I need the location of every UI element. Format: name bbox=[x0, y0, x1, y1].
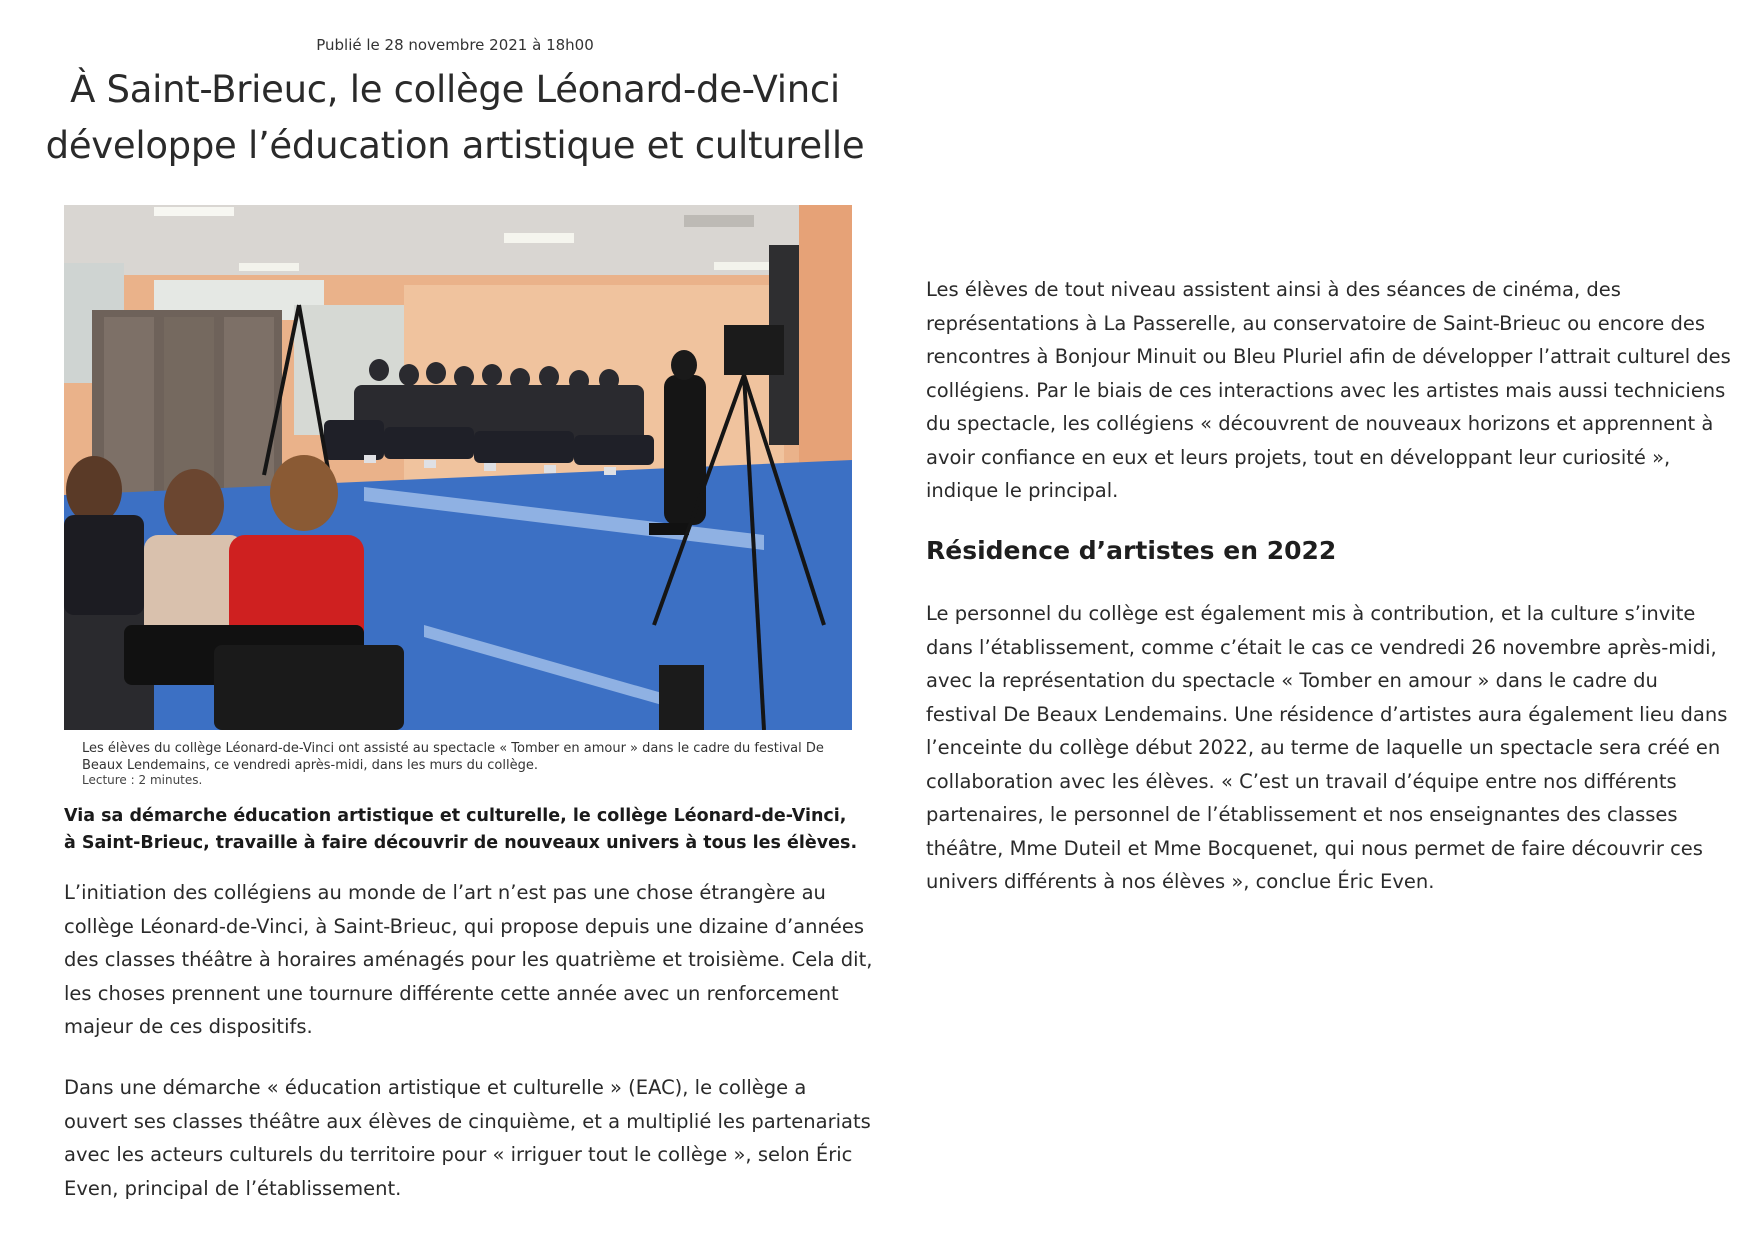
publication-date: Publié le 28 novembre 2021 à 18h00 bbox=[316, 36, 594, 54]
article-paragraph-3: Les élèves de tout niveau assistent ainsi à des séances de cinéma, des représentations à La Passerelle, au conservatoire de Saint-Brieuc ou encore des rencontres à Bonjour Minuit ou Bleu Pluriel afin de développer l’attrait culturel des collégiens. Par le biais de ces interactions avec les artistes mais aussi techniciens du spectacle, les collégiens « découvrent de nouveaux horizons et apprennent à avoir confiance en eux et leurs projets, tout en développant leur curiosité », indique le principal. bbox=[926, 278, 1731, 502]
article-lead: Via sa démarche éducation artistique et culturelle, le collège Léonard-de-Vinci, à Saint-Brieuc, travaille à faire découvrir de nouveaux univers à tous les élèves. bbox=[64, 806, 858, 853]
article-title: À Saint-Brieuc, le collège Léonard-de-Vinci développe l’éducation artistique et culturelle bbox=[45, 68, 865, 167]
article-paragraph-1: L’initiation des collégiens au monde de l’art n’est pas une chose étrangère au collège Léonard-de-Vinci, à Saint-Brieuc, qui propose depuis une dizaine d’années des classes théâtre à horaires aménagés pour les quatrième et troisième. Cela dit, les choses prennent une tournure différente cette année avec un renforcement majeur de ces dispositifs. bbox=[64, 881, 873, 1038]
article-paragraph-4: Le personnel du collège est également mis à contribution, et la culture s’invite dans l’établissement, comme c’était le cas ce vendredi 26 novembre après-midi, avec la représentation du spectacle « Tomber en amour » dans le cadre du festival De Beaux Lendemains. Une résidence d’artistes aura également lieu dans l’enceinte du collège début 2022, au terme de laquelle un spectacle sera créé en collaboration avec les élèves. « C’est un travail d’équipe entre nos différents partenaires, le personnel de l’établissement et nos enseignantes des classes théâtre, Mme Duteil et Mme Bocquenet, qui nous permet de faire découvrir ces univers différents à nos élèves », conclue Éric Even. bbox=[926, 602, 1728, 893]
photo-caption-text: Les élèves du collège Léonard-de-Vinci ont assisté au spectacle « Tomber en amour » dans le cadre du festival De Beaux Lendemains, ce vendredi après-midi, dans les murs du collège. bbox=[82, 741, 824, 773]
article-photo bbox=[64, 205, 852, 730]
reading-time: Lecture : 2 minutes. bbox=[82, 773, 203, 787]
photo-caption bbox=[82, 740, 862, 787]
article-subheading: Résidence d’artistes en 2022 bbox=[926, 536, 1337, 565]
article-paragraph-2: Dans une démarche « éducation artistique et culturelle » (EAC), le collège a ouvert ses classes théâtre aux élèves de cinquième, et a multiplié les partenariats avec les acteurs culturels du territoire pour « irriguer tout le collège », selon Éric Even, principal de l’établissement. bbox=[64, 1076, 871, 1200]
